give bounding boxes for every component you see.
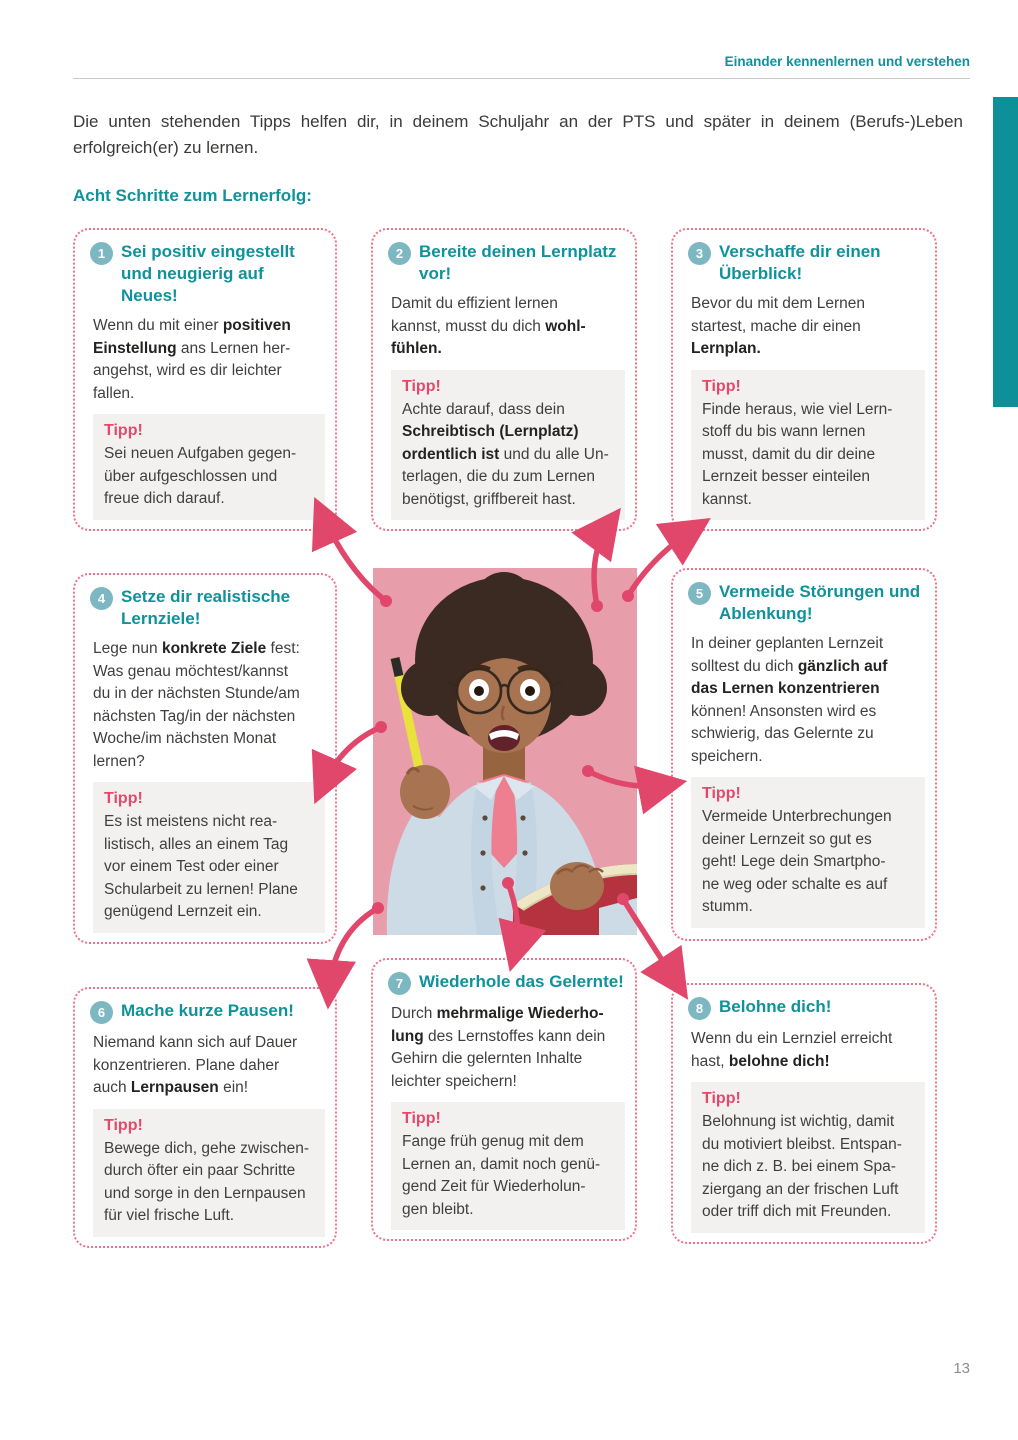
tipp-label: Tipp! bbox=[702, 785, 741, 802]
tipp-label: Tipp! bbox=[702, 1090, 741, 1107]
header-rule bbox=[73, 78, 970, 79]
step-card-6 bbox=[73, 987, 337, 1248]
tipp-text: Fange früh genug mit dem Lernen an, damit noch genü- gend Zeit für Wiederholun- gen bleibt. bbox=[402, 1133, 601, 1218]
tipp-box bbox=[391, 1102, 625, 1230]
step-card-7 bbox=[371, 958, 637, 1241]
tipp-label: Tipp! bbox=[104, 422, 143, 439]
chapter-header: Einander kennenlernen und verstehen bbox=[724, 54, 970, 69]
step-body: Niemand kann sich auf Dauer konzentrieren. Plane daher auch Lernpausen ein! bbox=[93, 1034, 298, 1096]
step-number-badge: 3 bbox=[688, 242, 711, 265]
tipp-label: Tipp! bbox=[702, 377, 741, 395]
tipp-text: Achte darauf, dass dein Schreibtisch (Lernplatz) ordentlich ist und du alle Un- terlagen, die du zum Lernen benötigst, griffbereit hast. bbox=[402, 400, 609, 508]
step-body: Lege nun konkrete Ziele fest: Was genau möchtest/kannst du in der nächsten Stunde/am nächsten Tag/in der nächsten Woche/im nächsten Monat lernen? bbox=[93, 640, 300, 770]
step-number-badge: 8 bbox=[688, 997, 711, 1020]
step-number-badge: 5 bbox=[688, 582, 711, 605]
step-title: Vermeide Störungen und Ablenkung! bbox=[719, 582, 921, 623]
step-number-badge: 2 bbox=[388, 242, 411, 265]
tipp-label: Tipp! bbox=[104, 790, 143, 807]
step-body: Wenn du ein Lernziel erreicht hast, belohne dich! bbox=[691, 1030, 893, 1070]
page-number: 13 bbox=[953, 1360, 970, 1377]
tipp-label: Tipp! bbox=[104, 1116, 143, 1134]
step-body: In deiner geplanten Lernzeit solltest du dich gänzlich auf das Lernen konzentrieren können! Ansonsten wird es schwierig, das Gelernte zu speichern. bbox=[691, 635, 888, 765]
step-title: Mache kurze Pausen! bbox=[121, 1001, 294, 1020]
step-body: Wenn du mit einer positiven Einstellung ans Lernen her- angehst, wird es dir leichter fallen. bbox=[93, 317, 291, 402]
tipp-label: Tipp! bbox=[402, 1110, 441, 1127]
tipp-box bbox=[93, 1109, 325, 1237]
tipp-text: Bewege dich, gehe zwischen- durch öfter ein paar Schritte und sorge in den Lernpausen für viel frische Luft. bbox=[104, 1139, 310, 1224]
intro-paragraph: Die unten stehenden Tipps helfen dir, in deinem Schuljahr an der PTS und später in deinem (Berufs-)Leben erfolgreich(er) zu lernen. bbox=[73, 112, 963, 157]
side-accent-bar bbox=[993, 97, 1018, 407]
step-card-3 bbox=[671, 228, 937, 531]
photo-illustration bbox=[373, 568, 637, 935]
tipp-text: Belohnung ist wichtig, damit du motiviert bleibst. Entspan- ne dich z. B. bei einem Spa- ziergang an der frischen Luft oder triff dich mit Freunden. bbox=[702, 1113, 902, 1220]
step-title: Sei positiv eingestellt und neugierig auf Neues! bbox=[121, 242, 295, 305]
step-title: Belohne dich! bbox=[719, 997, 832, 1016]
tipp-box bbox=[691, 1082, 925, 1233]
step-body: Damit du effizient lernen kannst, musst du dich wohl- fühlen. bbox=[391, 295, 586, 357]
tipp-text: Finde heraus, wie viel Lern- stoff du bis wann lernen musst, damit du dir deine Lernzeit besser einteilen kannst. bbox=[702, 400, 893, 508]
tipp-text: Vermeide Unterbrechungen deiner Lernzeit so gut es geht! Lege dein Smartpho- ne weg oder schalte es auf stumm. bbox=[702, 808, 892, 915]
step-number-badge: 1 bbox=[90, 242, 113, 265]
step-card-4 bbox=[73, 573, 337, 944]
step-body: Bevor du mit dem Lernen startest, mache dir einen Lernplan. bbox=[691, 295, 866, 357]
step-card-5 bbox=[671, 568, 937, 941]
step-title: Verschaffe dir einen Überblick! bbox=[719, 242, 881, 283]
step-number-badge: 7 bbox=[388, 972, 411, 995]
step-card-1 bbox=[73, 228, 337, 531]
step-number-badge: 6 bbox=[90, 1001, 113, 1024]
section-title: Acht Schritte zum Lernerfolg: bbox=[73, 186, 312, 205]
tipp-box bbox=[93, 782, 325, 933]
tipp-text: Sei neuen Aufgaben gegen- über aufgeschlossen und freue dich darauf. bbox=[104, 445, 297, 507]
step-title: Bereite deinen Lernplatz vor! bbox=[419, 242, 617, 283]
step-card-8 bbox=[671, 983, 937, 1244]
tipp-box bbox=[93, 414, 325, 520]
tipp-text: Es ist meistens nicht rea- listisch, alles an einem Tag vor einem Test oder einer Schularbeit zu lernen! Plane genügend Lernzeit ein. bbox=[104, 813, 298, 920]
step-number-badge: 4 bbox=[90, 587, 113, 610]
tipp-box bbox=[391, 370, 625, 521]
step-title: Wiederhole das Gelernte! bbox=[419, 972, 624, 991]
step-card-2 bbox=[371, 228, 637, 531]
tipp-label: Tipp! bbox=[402, 377, 441, 395]
step-body: Durch mehrmalige Wiederho- lung des Lernstoffes kann dein Gehirn die gelernten Inhalte leichter speichern! bbox=[391, 1005, 606, 1090]
step-title: Setze dir realistische Lernziele! bbox=[121, 587, 291, 628]
tipp-box bbox=[691, 777, 925, 928]
tipp-box bbox=[691, 370, 925, 521]
